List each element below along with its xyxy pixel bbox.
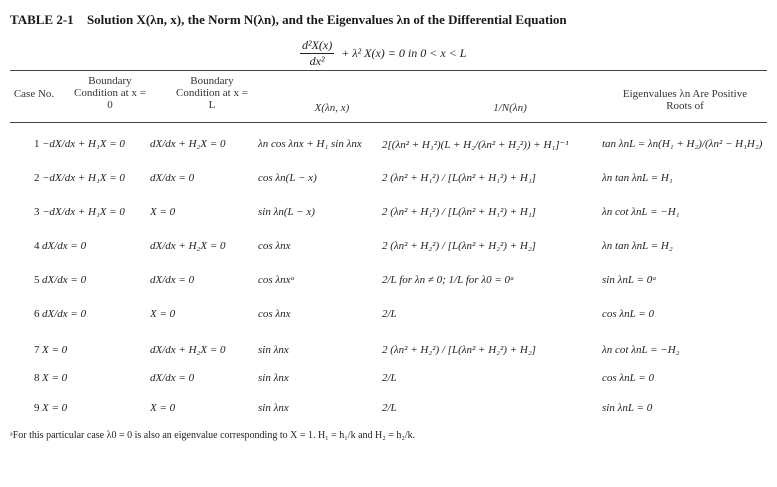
solution-cell: cos λnx: [258, 308, 291, 320]
case-number: 7: [34, 344, 40, 356]
eigenvalue-cell: sin λnL = 0: [602, 402, 653, 414]
bc0-cell: X = 0: [42, 344, 68, 356]
eigenvalue-cell: tan λnL = λn(H₁ + H₂)/(λn² − H₁H₂): [602, 138, 763, 150]
header-bc0: Boundary Condition at x = 0: [74, 75, 146, 111]
eigenvalue-cell: cos λnL = 0: [602, 308, 655, 320]
table-label: TABLE 2-1: [10, 12, 74, 27]
solution-cell: sin λnx: [258, 402, 289, 414]
case-number: 6: [34, 308, 40, 320]
solution-cell: cos λnxᵃ: [258, 274, 295, 286]
bcl-cell: dX/dx = 0: [150, 172, 195, 184]
footnote: ᵃFor this particular case λ0 = 0 is also an eigenvalue corresponding to X = 1. H₁ = h₁/k and H₂ = h₂/k.: [10, 430, 416, 441]
bc0-cell: −dX/dx + H₁X = 0: [42, 206, 125, 218]
case-number: 4: [34, 240, 40, 252]
bc0-cell: dX/dx = 0: [42, 274, 87, 286]
bcl-cell: X = 0: [150, 402, 176, 414]
case-number: 2: [34, 172, 40, 184]
header-case: Case No.: [13, 88, 55, 100]
case-number: 5: [34, 274, 40, 286]
bcl-cell: dX/dx = 0: [150, 274, 195, 286]
eigenvalue-cell: λn tan λnL = H₁: [602, 172, 673, 184]
norm-cell: 2[(λn² + H₁²)(L + H₂/(λn² + H₂²)) + H₁]⁻¹: [382, 139, 569, 151]
solution-cell: sin λnx: [258, 344, 289, 356]
bc0-cell: dX/dx = 0: [42, 308, 87, 320]
eigenvalue-cell: cos λnL = 0: [602, 372, 655, 384]
eigenvalue-cell: λn cot λnL = −H₂: [602, 344, 680, 356]
bcl-cell: X = 0: [150, 206, 176, 218]
equation-denominator: dx²: [309, 54, 325, 68]
norm-cell: 2 (λn² + H₂²) / [L(λn² + H₂²) + H₂]: [382, 240, 536, 252]
case-number: 8: [34, 372, 40, 384]
solution-cell: λn cos λnx + H₁ sin λnx: [258, 138, 362, 150]
differential-equation: [300, 38, 466, 69]
eigenvalue-cell: sin λnL = 0ᵃ: [602, 274, 657, 286]
solution-cell: sin λn(L − x): [258, 206, 315, 218]
header-solution: X(λn, x): [314, 102, 350, 114]
equation-rest: + λ² X(x) = 0 in 0 < x < L: [341, 46, 467, 60]
equation-fraction: [300, 38, 334, 69]
bcl-cell: dX/dx + H₂X = 0: [150, 344, 226, 356]
bc0-cell: −dX/dx + H₁X = 0: [42, 138, 125, 150]
bcl-cell: X = 0: [150, 308, 176, 320]
bc0-cell: dX/dx = 0: [42, 240, 87, 252]
eigenvalue-cell: λn tan λnL = H₂: [602, 240, 673, 252]
norm-cell: 2 (λn² + H₁²) / [L(λn² + H₁²) + H₁]: [382, 206, 536, 218]
header-norm: 1/N(λn): [493, 102, 527, 114]
solution-cell: cos λn(L − x): [258, 172, 317, 184]
norm-cell: 2 (λn² + H₂²) / [L(λn² + H₂²) + H₂]: [382, 344, 536, 356]
bc0-cell: −dX/dx + H₁X = 0: [42, 172, 125, 184]
norm-cell: 2/L: [382, 308, 397, 320]
table-title: Solution X(λn, x), the Norm N(λn), and the Eigenvalues λn of the Differential Equation: [86, 12, 567, 27]
bcl-cell: dX/dx = 0: [150, 372, 195, 384]
solution-cell: sin λnx: [258, 372, 289, 384]
case-number: 3: [34, 206, 40, 218]
case-number: 1: [34, 138, 40, 150]
top-rule: [10, 70, 767, 71]
bcl-cell: dX/dx + H₂X = 0: [150, 240, 226, 252]
table-caption: [10, 12, 567, 28]
header-eigenvalues: Eigenvalues λn Are Positive Roots of: [622, 88, 748, 112]
header-rule: [10, 122, 767, 123]
norm-cell: 2/L: [382, 372, 397, 384]
eigenvalue-cell: λn cot λnL = −H₁: [602, 206, 680, 218]
norm-cell: 2/L: [382, 402, 397, 414]
bcl-cell: dX/dx + H₂X = 0: [150, 138, 226, 150]
solution-cell: cos λnx: [258, 240, 291, 252]
header-bcl: Boundary Condition at x = L: [176, 75, 248, 111]
norm-cell: 2 (λn² + H₁²) / [L(λn² + H₁²) + H₁]: [382, 172, 536, 184]
norm-cell: 2/L for λn ≠ 0; 1/L for λ0 = 0ᵃ: [382, 274, 515, 286]
bc0-cell: X = 0: [42, 372, 68, 384]
case-number: 9: [34, 402, 40, 414]
bc0-cell: X = 0: [42, 402, 68, 414]
equation-numerator: d²X(x): [302, 38, 333, 52]
